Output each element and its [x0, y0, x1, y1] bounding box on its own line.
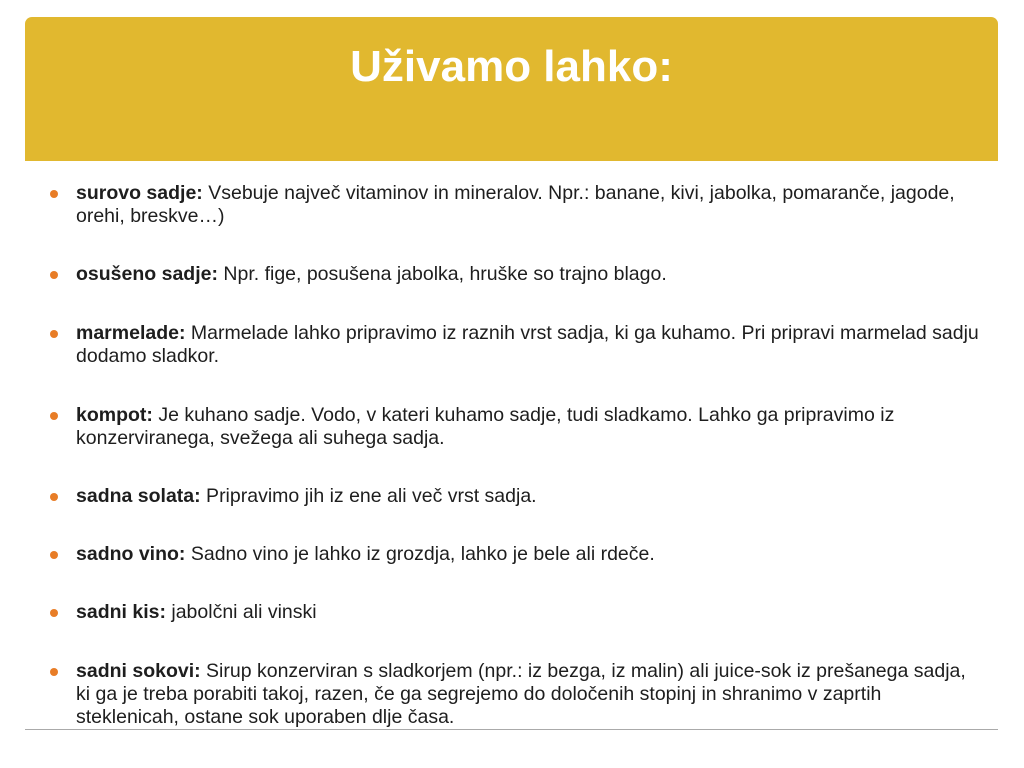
title-banner: [25, 17, 998, 161]
item-label: marmelade:: [76, 322, 186, 344]
item-text: Vsebuje največ vitaminov in mineralov. Npr.: banane, kivi, jabolka, pomaranče, jagode, orehi, breskve…): [76, 182, 955, 227]
bottom-divider: [25, 729, 998, 730]
item-text: Marmelade lahko pripravimo iz raznih vrst sadja, ki ga kuhamo. Pri pripravi marmelad sadju dodamo sladkor.: [76, 322, 979, 367]
bullet-icon: [50, 609, 58, 617]
bullet-list: [50, 182, 980, 729]
item-label: kompot:: [76, 404, 153, 426]
item-label: sadni sokovi:: [76, 660, 201, 682]
list-item: [50, 404, 980, 450]
item-label: sadni kis:: [76, 601, 166, 623]
list-item: [50, 660, 980, 729]
item-text: Pripravimo jih iz ene ali več vrst sadja.: [200, 485, 537, 507]
bullet-icon: [50, 190, 58, 198]
item-text: jabolčni ali vinski: [165, 601, 317, 623]
bullet-icon: [50, 412, 58, 420]
item-label: sadno vino:: [76, 543, 186, 565]
list-item: [50, 263, 980, 286]
item-text: Npr. fige, posušena jabolka, hruške so trajno blago.: [217, 263, 667, 285]
slide-title: Uživamo lahko:: [350, 42, 673, 91]
list-item: [50, 485, 980, 508]
bullet-icon: [50, 493, 58, 501]
item-text: Je kuhano sadje. Vodo, v kateri kuhamo sadje, tudi sladkamo. Lahko ga pripravimo iz konzerviranega, svežega ali suhega sadja.: [76, 404, 895, 449]
list-item: [50, 543, 980, 566]
item-text: Sirup konzerviran s sladkorjem (npr.: iz bezga, iz malin) ali juice-sok iz prešanega sadja, ki ga je treba porabiti takoj, razen, če ga segrejemo do določenih stopinj in shranimo v zaprtih steklenicah, ostane sok uporaben dlje časa.: [76, 660, 966, 728]
item-text: Sadno vino je lahko iz grozdja, lahko je bele ali rdeče.: [185, 543, 655, 565]
item-label: surovo sadje:: [76, 182, 203, 204]
list-item: [50, 601, 980, 624]
bullet-icon: [50, 551, 58, 559]
bullet-icon: [50, 668, 58, 676]
bullet-icon: [50, 330, 58, 338]
item-label: osušeno sadje:: [76, 263, 218, 285]
bullet-icon: [50, 271, 58, 279]
list-item: [50, 182, 980, 228]
list-item: [50, 322, 980, 368]
item-label: sadna solata:: [76, 485, 201, 507]
